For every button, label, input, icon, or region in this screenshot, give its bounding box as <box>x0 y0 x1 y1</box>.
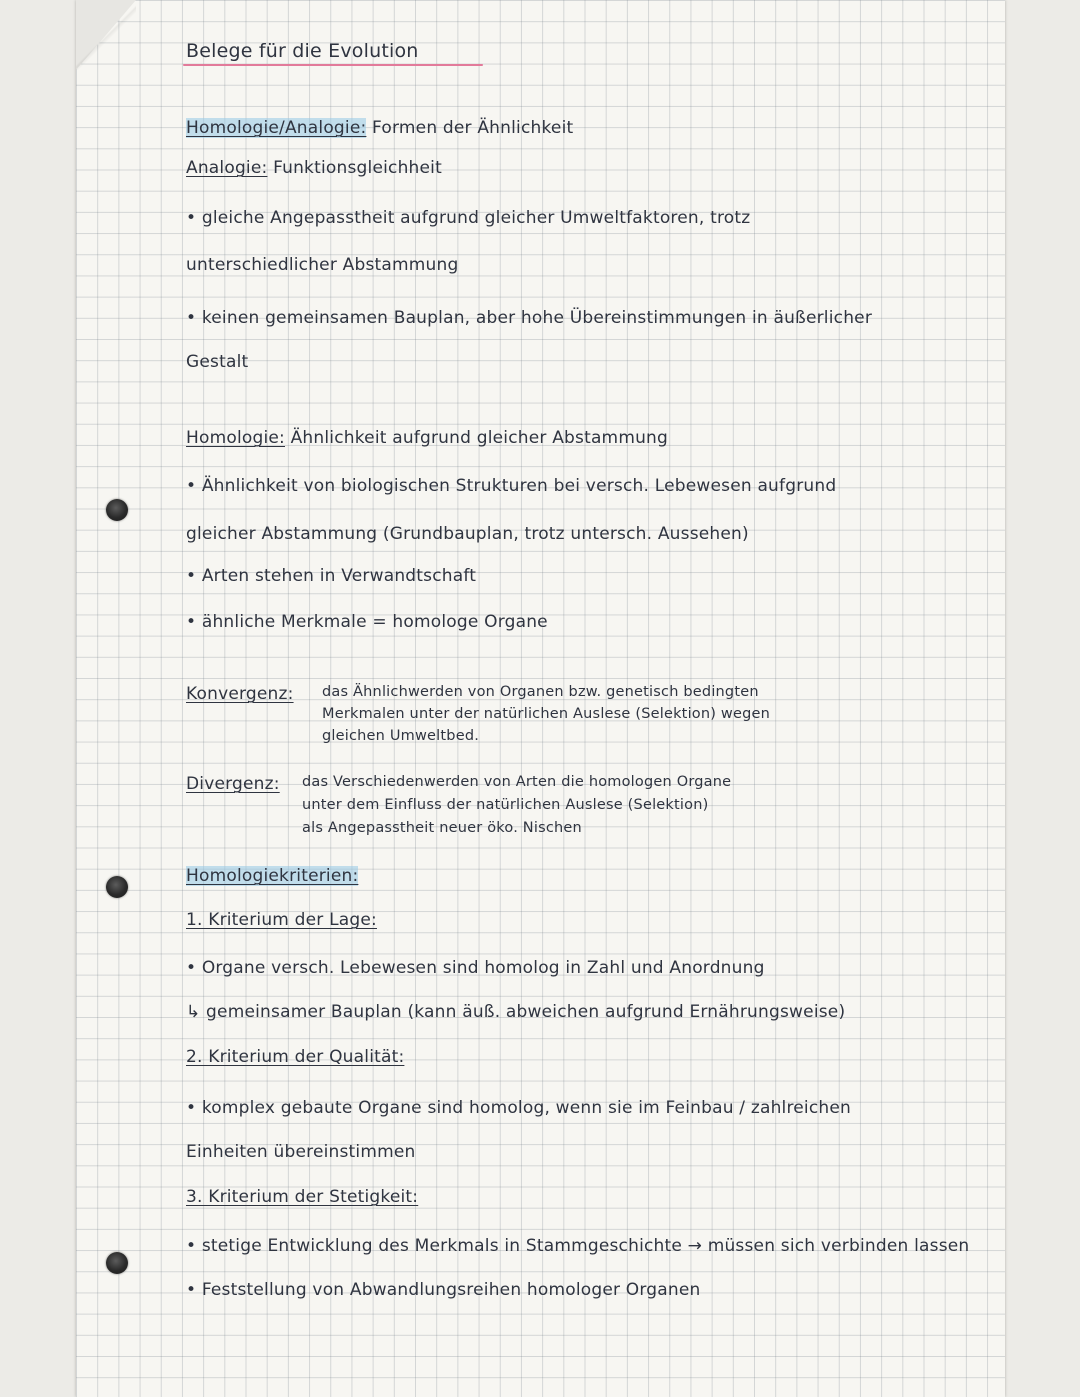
konvergenz-text: das Ähnlichwerden von Organen bzw. genetisch bedingten <box>322 684 759 700</box>
title-underline <box>183 64 483 66</box>
kriterium-1-title: 1. Kriterium der Lage: <box>186 910 377 930</box>
page-fold-shadow <box>76 0 136 70</box>
analogie-label: Analogie: <box>186 158 268 178</box>
punch-hole <box>106 876 128 898</box>
punch-hole <box>106 499 128 521</box>
homologie-definition: Ähnlichkeit aufgrund gleicher Abstammung <box>290 428 669 448</box>
punch-hole <box>106 1252 128 1274</box>
text-line: gleicher Abstammung (Grundbauplan, trotz untersch. Aussehen) <box>186 524 749 544</box>
analogie-definition: Funktionsgleichheit <box>273 158 442 178</box>
background-left <box>0 0 76 1397</box>
section-heading-rest: Formen der Ähnlichkeit <box>372 118 574 138</box>
konvergenz-text: gleichen Umweltbed. <box>322 728 480 744</box>
background-right <box>1005 0 1080 1397</box>
text-line: • gleiche Angepasstheit aufgrund gleicher Umweltfaktoren, trotz <box>186 208 751 228</box>
text-line: Einheiten übereinstimmen <box>186 1142 416 1162</box>
text-line: Gestalt <box>186 352 249 372</box>
text-line: • Feststellung von Abwandlungsreihen homologer Organen <box>186 1280 701 1300</box>
homologie-line <box>186 428 668 448</box>
text-line: unterschiedlicher Abstammung <box>186 255 459 275</box>
divergenz-text: das Verschiedenwerden von Arten die homologen Organe <box>302 774 732 790</box>
text-line: • Ähnlichkeit von biologischen Strukturen bei versch. Lebewesen aufgrund <box>186 476 837 496</box>
text-line: • ähnliche Merkmale = homologe Organe <box>186 612 548 632</box>
section-heading: Homologie/Analogie: <box>186 118 367 138</box>
section-homologie-analogie <box>186 118 573 138</box>
kriterium-2-title: 2. Kriterium der Qualität: <box>186 1047 405 1067</box>
text-line: • Organe versch. Lebewesen sind homolog in Zahl und Anordnung <box>186 958 765 978</box>
divergenz-label: Divergenz: <box>186 774 280 794</box>
text-line: ↳ gemeinsamer Bauplan (kann äuß. abweichen aufgrund Ernährungsweise) <box>186 1002 846 1022</box>
text-line: • Arten stehen in Verwandtschaft <box>186 566 477 586</box>
homologie-label: Homologie: <box>186 428 285 448</box>
divergenz-text: als Angepasstheit neuer öko. Nischen <box>302 820 582 836</box>
kriterium-3-title: 3. Kriterium der Stetigkeit: <box>186 1187 419 1207</box>
text-line: • stetige Entwicklung des Merkmals in Stammgeschichte → müssen sich verbinden lassen <box>186 1236 970 1256</box>
text-line: • komplex gebaute Organe sind homolog, wenn sie im Feinbau / zahlreichen <box>186 1098 852 1118</box>
kriterien-heading: Homologiekriterien: <box>186 866 359 886</box>
konvergenz-label: Konvergenz: <box>186 684 294 704</box>
analogie-line <box>186 158 442 178</box>
text-line: • keinen gemeinsamen Bauplan, aber hohe Übereinstimmungen in äußerlicher <box>186 308 873 328</box>
konvergenz-text: Merkmalen unter der natürlichen Auslese (Selektion) wegen <box>322 706 771 722</box>
page-title: Belege für die Evolution <box>186 40 419 62</box>
divergenz-text: unter dem Einfluss der natürlichen Auslese (Selektion) <box>302 797 709 813</box>
